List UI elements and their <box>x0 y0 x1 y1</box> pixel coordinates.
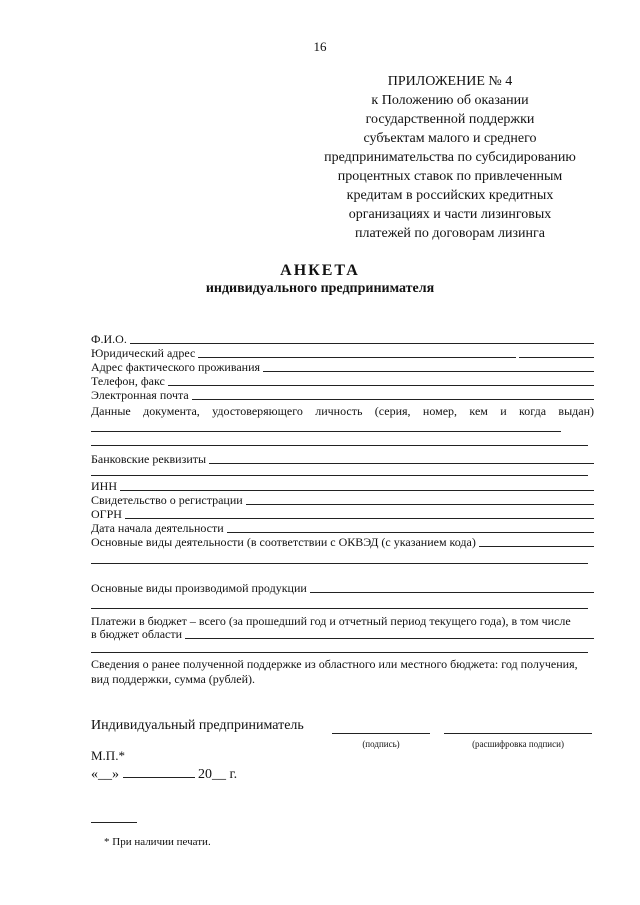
date-day-field[interactable]: __ <box>98 767 112 782</box>
date-year-suffix: г. <box>229 767 238 782</box>
email-field[interactable] <box>192 399 594 400</box>
form-subtitle: индивидуального предпринимателя <box>205 281 435 296</box>
inn-field[interactable] <box>120 490 594 491</box>
main-activities-row <box>91 535 594 549</box>
id-document-field-2[interactable] <box>91 445 588 446</box>
appendix-line: ПРИЛОЖЕНИЕ № 4 <box>387 74 513 89</box>
phone-fax-row <box>91 374 594 388</box>
registration-field[interactable] <box>246 504 384 505</box>
main-products-row <box>91 581 594 595</box>
signature-label: Индивидуальный предприниматель <box>91 718 304 733</box>
date-year-field[interactable]: __ <box>212 767 226 782</box>
fio-row <box>91 332 594 346</box>
main-products-label: Основные виды производимой продукции <box>91 581 307 595</box>
bank-details-label: Банковские реквизиты <box>91 452 207 466</box>
actual-address-field[interactable] <box>263 371 594 372</box>
regional-budget-label: в бюджет области <box>91 627 183 641</box>
activity-start-row <box>91 521 594 535</box>
main-products-field-2[interactable] <box>91 608 588 609</box>
stamp-label: М.П.* <box>91 748 125 763</box>
appendix-line: государственной поддержки <box>365 112 535 127</box>
inn-label: ИНН <box>91 479 117 493</box>
inn-row <box>91 479 594 493</box>
footnote-divider <box>91 822 137 823</box>
legal-address-row <box>91 346 594 360</box>
date-month-field[interactable] <box>123 765 195 778</box>
email-label: Электронная почта <box>91 388 189 402</box>
fio-label: Ф.И.О. <box>91 332 127 346</box>
phone-fax-label: Телефон, факс <box>91 374 165 388</box>
main-activities-field[interactable] <box>479 546 594 547</box>
appendix-line: организациях и части лизинговых <box>348 207 552 222</box>
appendix-line: кредитам в российских кредитных <box>346 188 554 203</box>
regional-budget-row <box>91 627 594 641</box>
registration-label: Свидетельство о регистрации <box>91 493 243 507</box>
signature-field[interactable] <box>332 733 430 734</box>
previous-support-label: Сведения о ранее полученной поддержке из областного или местного бюджета: год получения, <box>91 657 578 671</box>
appendix-line: предпринимательства по субсидированию <box>324 150 576 165</box>
ogrn-field[interactable] <box>125 518 594 519</box>
main-activities-field-2[interactable] <box>91 563 588 564</box>
id-document-field[interactable] <box>91 431 561 432</box>
legal-address-label: Юридический адрес <box>91 346 196 360</box>
page-number: 16 <box>313 39 327 54</box>
legal-address-field-extra[interactable] <box>519 357 594 358</box>
actual-address-label: Адрес фактического проживания <box>91 360 261 374</box>
registration-field-2[interactable] <box>384 504 594 505</box>
actual-address-row <box>91 360 594 374</box>
previous-support-label-2: вид поддержки, сумма (рублей). <box>91 672 256 686</box>
date-row <box>91 765 237 783</box>
decoding-caption: (расшифровка подписи) <box>472 739 564 749</box>
appendix-line: платежей по договорам лизинга <box>355 226 545 241</box>
regional-budget-field[interactable] <box>185 638 594 639</box>
email-row <box>91 388 594 402</box>
ogrn-row <box>91 507 594 521</box>
date-close-quote: » <box>112 767 119 782</box>
date-year-prefix: 20 <box>198 767 212 782</box>
main-products-field[interactable] <box>310 592 594 593</box>
footnote: * При наличии печати. <box>104 836 211 848</box>
budget-payments-label: Платежи в бюджет – всего (за прошедший год и отчетный период текущего года), в том числе <box>91 614 571 628</box>
bank-details-field-2[interactable] <box>267 463 594 464</box>
main-activities-label: Основные виды деятельности (в соответствии с ОКВЭД (с указанием кода) <box>91 535 476 549</box>
id-document-label: Данные документа, удостоверяющего личность (серия, номер, кем и когда выдан) <box>91 404 594 418</box>
activity-start-label: Дата начала деятельности <box>91 521 224 535</box>
date-open-quote: « <box>91 767 98 782</box>
ogrn-label: ОГРН <box>91 507 122 521</box>
appendix-line: к Положению об оказании <box>371 93 529 108</box>
bank-details-row <box>91 452 594 466</box>
bank-details-field[interactable] <box>209 463 267 464</box>
appendix-header <box>300 72 600 243</box>
bank-details-field-3[interactable] <box>91 475 588 476</box>
fio-field[interactable] <box>130 343 594 344</box>
appendix-line: процентных ставок по привлеченным <box>337 169 563 184</box>
registration-row <box>91 493 594 507</box>
signature-caption: (подпись) <box>362 739 400 749</box>
activity-start-field[interactable] <box>227 532 594 533</box>
signature-decoding-field[interactable] <box>444 733 592 734</box>
legal-address-field[interactable] <box>198 357 516 358</box>
form-title: АНКЕТА <box>280 262 360 279</box>
budget-payments-field[interactable] <box>91 652 588 653</box>
phone-fax-field[interactable] <box>168 385 594 386</box>
appendix-line: субъектам малого и среднего <box>363 131 537 146</box>
